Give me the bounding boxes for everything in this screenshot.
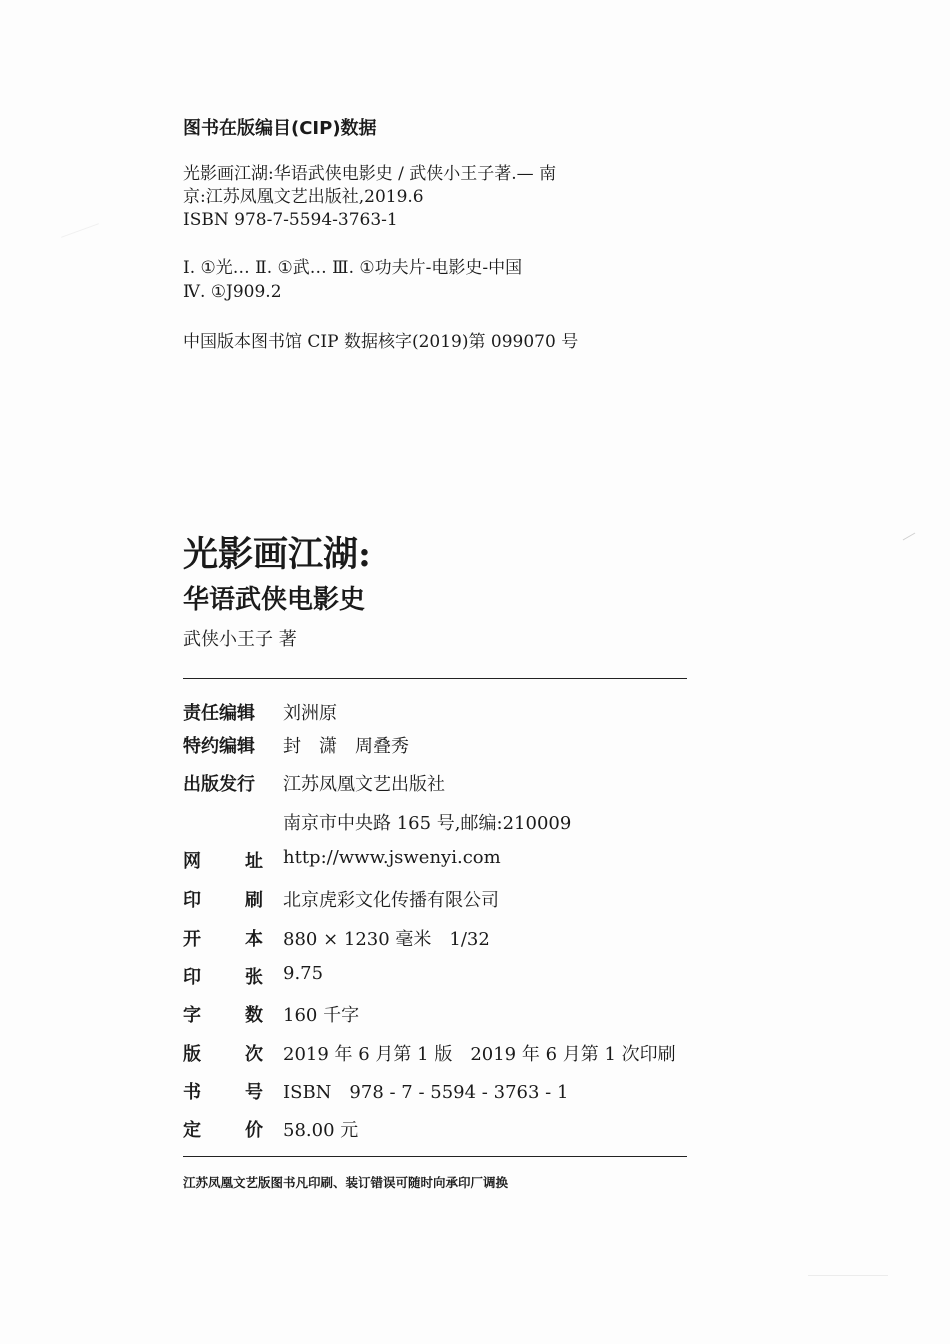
info-value: 封 潇 周叠秀 xyxy=(283,736,409,757)
info-label: 特约编辑 xyxy=(183,736,255,757)
scan-mark xyxy=(808,1275,888,1276)
info-value: 2019 年 6 月第 1 版 2019 年 6 月第 1 次印刷 xyxy=(283,1044,676,1065)
info-value: ISBN 978 - 7 - 5594 - 3763 - 1 xyxy=(283,1082,569,1103)
info-label xyxy=(183,1001,263,1027)
info-label-char: 定 xyxy=(183,1120,201,1141)
info-label: 出版发行 xyxy=(183,774,255,795)
cip-classification-line: Ⅰ. ①光… Ⅱ. ①武… Ⅲ. ①功夫片-电影史-中国 xyxy=(183,258,523,278)
bottom-divider xyxy=(183,1156,687,1157)
info-label xyxy=(183,925,263,951)
book-author: 武侠小王子 著 xyxy=(183,629,297,650)
cip-classification-line: Ⅳ. ①J909.2 xyxy=(183,282,282,302)
info-value: 北京虎彩文化传播有限公司 xyxy=(283,890,499,911)
info-label-char: 印 xyxy=(183,890,201,911)
info-value: 880 × 1230 毫米 1/32 xyxy=(283,929,490,950)
info-label xyxy=(183,847,263,873)
cip-line: 光影画江湖:华语武侠电影史 / 武侠小王子著.— 南 xyxy=(183,164,557,184)
info-label xyxy=(183,963,263,989)
cip-data-number: 中国版本图书馆 CIP 数据核字(2019)第 099070 号 xyxy=(183,332,579,352)
info-label-char: 字 xyxy=(183,1005,201,1026)
cip-heading: 图书在版编目(CIP)数据 xyxy=(183,118,377,139)
info-label-char: 次 xyxy=(245,1044,263,1065)
info-label xyxy=(183,1116,263,1142)
cip-line: 京:江苏凤凰文艺出版社,2019.6 xyxy=(183,187,424,207)
info-label xyxy=(183,1040,263,1066)
info-value: 9.75 xyxy=(283,963,324,984)
top-divider xyxy=(183,678,687,679)
info-label-char: 张 xyxy=(245,967,263,988)
info-label-char: 址 xyxy=(245,851,263,872)
info-value: 南京市中央路 165 号,邮编:210009 xyxy=(283,813,572,834)
info-label-char: 号 xyxy=(245,1082,263,1103)
info-value: 江苏凤凰文艺出版社 xyxy=(283,774,445,795)
info-label-char: 网 xyxy=(183,851,201,872)
info-value: 160 千字 xyxy=(283,1005,360,1026)
scan-mark xyxy=(903,533,916,541)
info-value: 刘洲原 xyxy=(283,703,337,724)
info-label-char: 版 xyxy=(183,1044,201,1065)
info-label-char: 刷 xyxy=(245,890,263,911)
book-subtitle: 华语武侠电影史 xyxy=(183,585,366,615)
cip-line: ISBN 978-7-5594-3763-1 xyxy=(183,210,398,230)
info-label-char: 书 xyxy=(183,1082,201,1103)
info-label-char: 数 xyxy=(245,1005,263,1026)
info-label-char: 开 xyxy=(183,929,201,950)
footer-note: 江苏凤凰文艺版图书凡印刷、装订错误可随时向承印厂调换 xyxy=(183,1175,509,1190)
info-label-char: 本 xyxy=(245,929,263,950)
scan-mark xyxy=(61,223,99,238)
info-label: 责任编辑 xyxy=(183,703,255,724)
info-label xyxy=(183,886,263,912)
website-link: http://www.jswenyi.com xyxy=(283,847,501,868)
info-label-char: 价 xyxy=(245,1120,263,1141)
book-title: 光影画江湖: xyxy=(183,534,371,575)
info-label-char: 印 xyxy=(183,967,201,988)
info-value: 58.00 元 xyxy=(283,1120,359,1141)
info-label xyxy=(183,1078,263,1104)
